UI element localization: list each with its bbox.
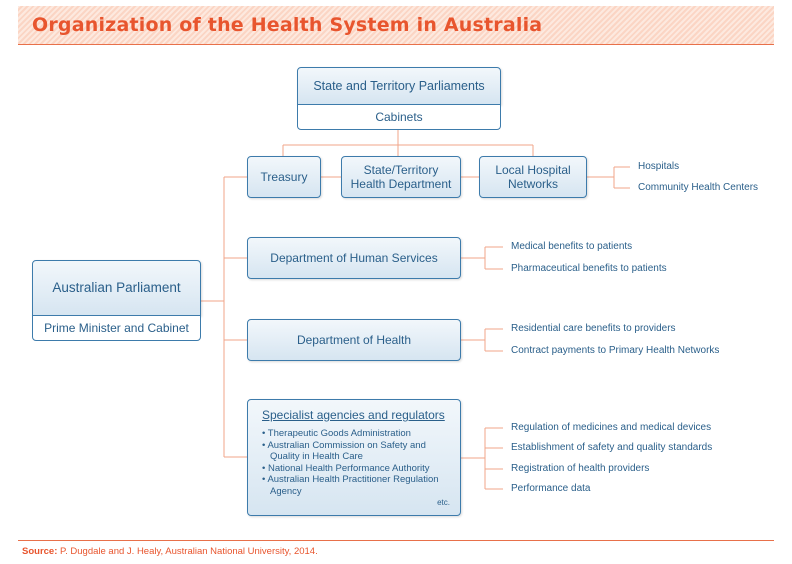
cabinets-box <box>297 104 501 130</box>
source-label: Source: <box>22 546 58 557</box>
doh-item-residential: Residential care benefits to providers <box>511 323 676 334</box>
source-text: P. Dugdale and J. Healy, Australian National University, 2014. <box>57 546 318 557</box>
prime-minister-label: Prime Minister and Cabinet <box>44 321 189 335</box>
local-hospital-networks-label: Local Hospital Networks <box>495 163 571 191</box>
cabinets-label: Cabinets <box>375 110 423 124</box>
lhn-item-hospitals: Hospitals <box>638 161 680 172</box>
list-item: • Therapeutic Goods Administration <box>262 428 411 439</box>
specialist-agencies-list <box>262 428 450 497</box>
spec-item-standards: Establishment of safety and quality standards <box>511 442 713 453</box>
doh-item-contract: Contract payments to Primary Health Networks <box>511 345 720 356</box>
specialist-agencies-box <box>247 399 461 516</box>
department-health-label: Department of Health <box>296 333 412 347</box>
department-human-services-label: Department of Human Services <box>270 251 438 265</box>
spec-item-performance: Performance data <box>511 483 591 494</box>
list-item: • Australian Commission on Safety and Quality in Health Care <box>262 439 426 462</box>
list-item: • Australian Health Practitioner Regulation Agency <box>262 474 439 497</box>
specialist-agencies-heading: Specialist agencies and regulators <box>262 408 445 422</box>
specialist-agencies-etc: etc. <box>437 498 450 507</box>
state-health-department-label: State/Territory Health Department <box>350 163 452 191</box>
treasury-label: Treasury <box>260 170 308 184</box>
list-item: • National Health Performance Authority <box>262 462 430 474</box>
australian-parliament-label: Australian Parliament <box>52 280 181 295</box>
footer-divider <box>18 540 774 541</box>
spec-item-registration: Registration of health providers <box>511 463 650 474</box>
prime-minister-box <box>32 315 201 341</box>
state-health-department-box <box>341 156 461 198</box>
state-parliament-label: State and Territory Parliaments <box>313 79 485 93</box>
dhs-item-pharmaceutical: Pharmaceutical benefits to patients <box>511 263 667 274</box>
local-hospital-networks-box <box>479 156 587 198</box>
lhn-item-community-health: Community Health Centers <box>638 182 759 193</box>
page-title: Organization of the Health System in Australia <box>32 14 543 36</box>
state-parliament-box <box>297 67 501 105</box>
dhs-item-medical: Medical benefits to patients <box>511 241 633 252</box>
australian-parliament-box <box>32 260 201 316</box>
spec-item-regulation: Regulation of medicines and medical devices <box>511 422 712 433</box>
treasury-box <box>247 156 321 198</box>
source-citation <box>22 546 318 557</box>
department-health-box <box>247 319 461 361</box>
department-human-services-box <box>247 237 461 279</box>
